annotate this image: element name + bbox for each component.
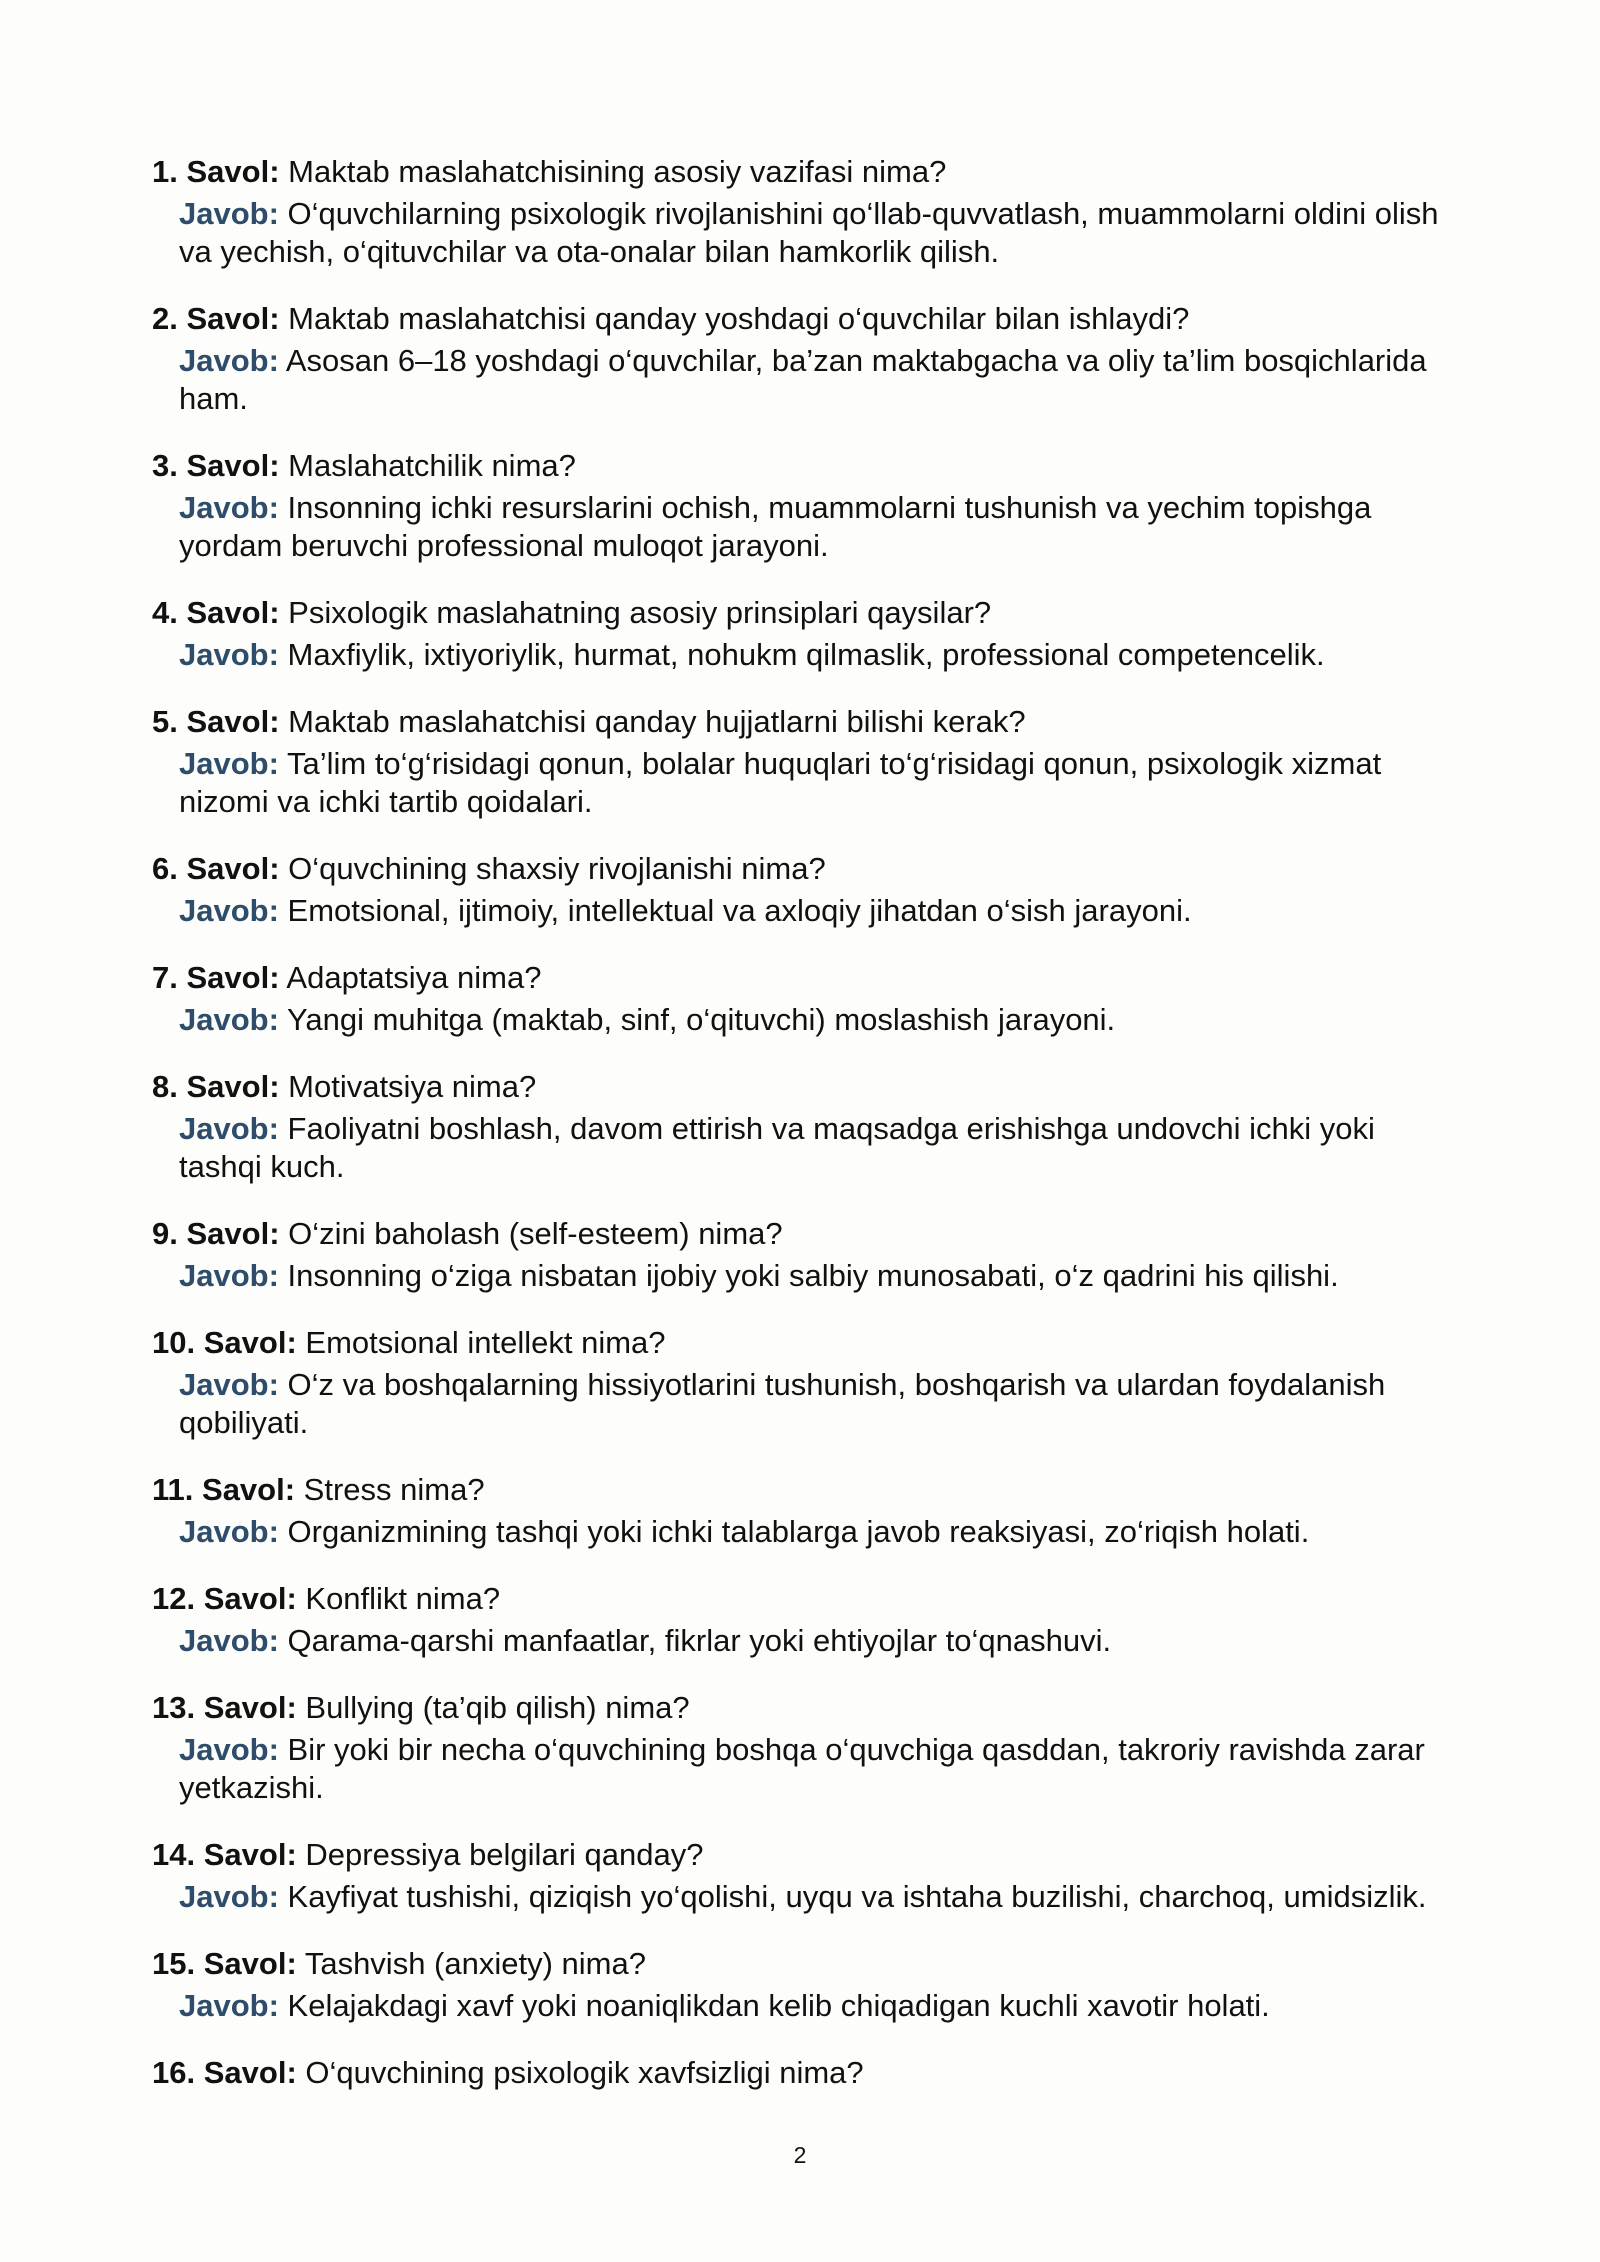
answer-text: Bir yoki bir necha o‘quvchining boshqa o‘quvchiga qasddan, takroriy ravishda zarar yetkazishi.	[179, 1732, 1425, 1805]
question-text: Bullying (ta’qib qilish) nima?	[305, 1690, 690, 1725]
question-number: 7.	[152, 960, 178, 995]
answer-line	[179, 1001, 1452, 1039]
answer-line	[179, 1987, 1452, 2025]
answer-line	[179, 1110, 1452, 1186]
answer-label: Javob:	[179, 746, 279, 781]
question-label: Savol:	[186, 704, 280, 739]
page-number: 2	[793, 2142, 807, 2168]
question-line	[152, 1212, 1452, 1256]
answer-line	[179, 195, 1452, 271]
question-number: 5.	[152, 704, 178, 739]
answer-line	[179, 1622, 1452, 1660]
answer-label: Javob:	[179, 1367, 279, 1402]
answer-line	[179, 1513, 1452, 1551]
question-text: Psixologik maslahatning asosiy prinsiplari qaysilar?	[288, 595, 992, 630]
question-text: Maktab maslahatchisining asosiy vazifasi nima?	[288, 154, 947, 189]
question-text: O‘quvchining shaxsiy rivojlanishi nima?	[288, 851, 826, 886]
question-number: 1.	[152, 154, 178, 189]
question-text: Maslahatchilik nima?	[288, 448, 576, 483]
question-line	[152, 1833, 1452, 1877]
question-label: Savol:	[203, 2055, 297, 2090]
answer-line	[179, 489, 1452, 565]
answer-text: Maxfiylik, ixtiyoriylik, hurmat, nohukm qilmaslik, professional competencelik.	[287, 637, 1325, 672]
question-line	[152, 2051, 1452, 2095]
answer-label: Javob:	[179, 1623, 279, 1658]
question-label: Savol:	[203, 1837, 297, 1872]
answer-line	[179, 892, 1452, 930]
qa-list	[152, 150, 1452, 2121]
answer-line	[179, 1731, 1452, 1807]
question-text: Maktab maslahatchisi qanday hujjatlarni bilishi kerak?	[288, 704, 1026, 739]
answer-line	[179, 745, 1452, 821]
question-label: Savol:	[203, 1946, 297, 1981]
answer-label: Javob:	[179, 1879, 279, 1914]
question-line	[152, 591, 1452, 635]
qa-item	[152, 591, 1452, 674]
qa-item	[152, 297, 1452, 418]
answer-label: Javob:	[179, 196, 279, 231]
question-text: Adaptatsiya nima?	[286, 960, 542, 995]
answer-line	[179, 1878, 1452, 1916]
question-label: Savol:	[186, 1069, 280, 1104]
question-number: 8.	[152, 1069, 178, 1104]
question-text: Motivatsiya nima?	[288, 1069, 537, 1104]
answer-label: Javob:	[179, 1002, 279, 1037]
qa-item	[152, 1321, 1452, 1442]
question-label: Savol:	[186, 1216, 280, 1251]
question-number: 3.	[152, 448, 178, 483]
question-line	[152, 1468, 1452, 1512]
answer-text: Ta’lim to‘g‘risidagi qonun, bolalar huquqlari to‘g‘risidagi qonun, psixologik xizmat nizomi va ichki tartib qoidalari.	[179, 746, 1382, 819]
question-text: Tashvish (anxiety) nima?	[304, 1946, 646, 1981]
answer-text: Asosan 6–18 yoshdagi o‘quvchilar, ba’zan maktabgacha va oliy ta’lim bosqichlarida ham.	[179, 343, 1427, 416]
question-line	[152, 297, 1452, 341]
answer-label: Javob:	[179, 1258, 279, 1293]
question-text: Depressiya belgilari qanday?	[305, 1837, 704, 1872]
answer-text: Qarama-qarshi manfaatlar, fikrlar yoki ehtiyojlar to‘qnashuvi.	[287, 1623, 1112, 1658]
qa-item	[152, 956, 1452, 1039]
question-text: O‘quvchining psixologik xavfsizligi nima?	[305, 2055, 864, 2090]
question-line	[152, 1065, 1452, 1109]
answer-text: Kelajakdagi xavf yoki noaniqlikdan kelib chiqadigan kuchli xavotir holati.	[287, 1988, 1270, 2023]
question-number: 14.	[152, 1837, 196, 1872]
answer-line	[179, 1257, 1452, 1295]
answer-label: Javob:	[179, 1111, 279, 1146]
qa-item	[152, 1942, 1452, 2025]
question-text: Maktab maslahatchisi qanday yoshdagi o‘quvchilar bilan ishlaydi?	[288, 301, 1190, 336]
question-line	[152, 700, 1452, 744]
question-line	[152, 1577, 1452, 1621]
question-text: Emotsional intellekt nima?	[305, 1325, 666, 1360]
question-label: Savol:	[203, 1325, 297, 1360]
question-text: O‘zini baholash (self-esteem) nima?	[288, 1216, 783, 1251]
question-line	[152, 444, 1452, 488]
answer-line	[179, 636, 1452, 674]
answer-line	[179, 1366, 1452, 1442]
answer-label: Javob:	[179, 637, 279, 672]
question-line	[152, 1942, 1452, 1986]
question-label: Savol:	[186, 154, 280, 189]
question-line	[152, 1321, 1452, 1365]
answer-text: Insonning o‘ziga nisbatan ijobiy yoki salbiy munosabati, o‘z qadrini his qilishi.	[287, 1258, 1339, 1293]
question-label: Savol:	[203, 1581, 297, 1616]
answer-text: Faoliyatni boshlash, davom ettirish va maqsadga erishishga undovchi ichki yoki tashqi kuch.	[179, 1111, 1375, 1184]
answer-text: O‘z va boshqalarning hissiyotlarini tushunish, boshqarish va ulardan foydalanish qobiliyati.	[179, 1367, 1386, 1440]
qa-item	[152, 1577, 1452, 1660]
qa-item	[152, 1468, 1452, 1551]
qa-item	[152, 1065, 1452, 1186]
question-number: 13.	[152, 1690, 196, 1725]
question-label: Savol:	[202, 1472, 296, 1507]
question-number: 2.	[152, 301, 178, 336]
question-line	[152, 956, 1452, 1000]
question-label: Savol:	[186, 301, 280, 336]
question-line	[152, 1686, 1452, 1730]
answer-text: Yangi muhitga (maktab, sinf, o‘qituvchi) moslashish jarayoni.	[286, 1002, 1116, 1037]
question-number: 16.	[152, 2055, 196, 2090]
question-label: Savol:	[186, 960, 280, 995]
qa-item	[152, 2051, 1452, 2095]
question-line	[152, 150, 1452, 194]
qa-item	[152, 150, 1452, 271]
question-number: 10.	[152, 1325, 196, 1360]
question-label: Savol:	[203, 1690, 297, 1725]
question-number: 6.	[152, 851, 178, 886]
answer-label: Javob:	[179, 1732, 279, 1767]
answer-label: Javob:	[179, 893, 279, 928]
question-text: Konflikt nima?	[305, 1581, 501, 1616]
qa-item	[152, 1212, 1452, 1295]
answer-line	[179, 342, 1452, 418]
answer-text: Insonning ichki resurslarini ochish, muammolarni tushunish va yechim topishga yordam beruvchi professional muloqot jarayoni.	[179, 490, 1372, 563]
qa-item	[152, 1686, 1452, 1807]
answer-text: Organizmining tashqi yoki ichki talablarga javob reaksiyasi, zo‘riqish holati.	[287, 1514, 1310, 1549]
question-line	[152, 847, 1452, 891]
qa-item	[152, 847, 1452, 930]
question-label: Savol:	[186, 851, 280, 886]
question-label: Savol:	[186, 448, 280, 483]
qa-item	[152, 700, 1452, 821]
question-number: 9.	[152, 1216, 178, 1251]
answer-label: Javob:	[179, 1514, 279, 1549]
answer-text: O‘quvchilarning psixologik rivojlanishini qo‘llab-quvvatlash, muammolarni oldini olish va yechish, o‘qituvchilar va ota-onalar bilan hamkorlik qilish.	[179, 196, 1439, 269]
answer-label: Javob:	[179, 1988, 279, 2023]
answer-text: Emotsional, ijtimoiy, intellektual va axloqiy jihatdan o‘sish jarayoni.	[287, 893, 1192, 928]
qa-item	[152, 1833, 1452, 1916]
question-number: 12.	[152, 1581, 196, 1616]
question-label: Savol:	[186, 595, 280, 630]
question-number: 11.	[152, 1472, 194, 1507]
answer-text: Kayfiyat tushishi, qiziqish yo‘qolishi, uyqu va ishtaha buzilishi, charchoq, umidsizlik.	[287, 1879, 1427, 1914]
question-text: Stress nima?	[303, 1472, 485, 1507]
qa-item	[152, 444, 1452, 565]
answer-label: Javob:	[179, 343, 279, 378]
question-number: 4.	[152, 595, 178, 630]
question-number: 15.	[152, 1946, 196, 1981]
answer-label: Javob:	[179, 490, 279, 525]
